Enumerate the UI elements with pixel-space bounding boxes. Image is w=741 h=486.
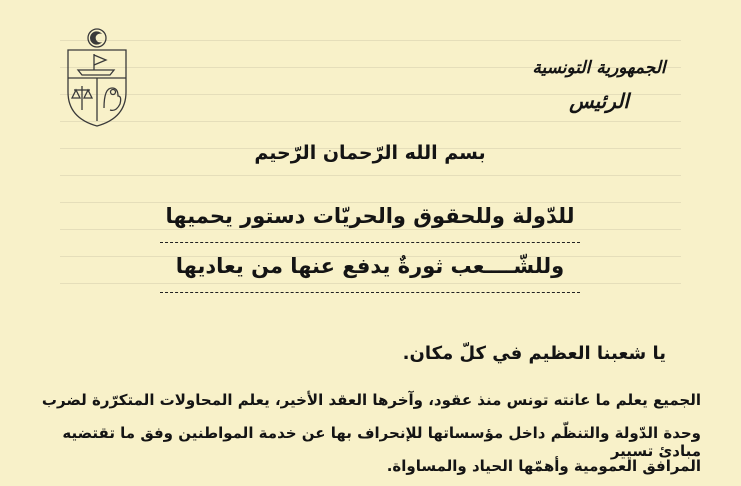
letterhead xyxy=(519,56,679,116)
presidency-title: الرئيس xyxy=(569,89,629,113)
body-line-2: وحدة الدّولة والتنظّم داخل مؤسساتها للإنحراف بها عن خدمة المواطنين وفق ما تقتضيه مبادئ تسيير xyxy=(62,424,701,460)
basmala: بسم الله الرّحمان الرّحيم xyxy=(254,142,486,164)
motto-line-2: وللشّــــعب ثورةٌ يدفع عنها من يعاديها xyxy=(175,254,565,278)
coat-of-arms-icon xyxy=(60,26,134,130)
republic-title: الجمهورية التونسية xyxy=(532,58,666,78)
body-line-3: المرافق العمومية وأهمّها الحياد والمساواة. xyxy=(386,457,701,475)
motto-underline-1 xyxy=(160,242,580,243)
greeting: يا شعبنا العظيم في كلّ مكان. xyxy=(402,343,666,364)
motto-line-1: للدّولة وللحقوق والحريّات دستور يحميها xyxy=(165,204,575,228)
body-line-1: الجميع يعلم ما عانته تونس منذ عقود، وآخرها العقد الأخير، يعلم المحاولات المتكرّرة لضرب xyxy=(41,391,701,409)
motto-underline-2 xyxy=(160,292,580,293)
